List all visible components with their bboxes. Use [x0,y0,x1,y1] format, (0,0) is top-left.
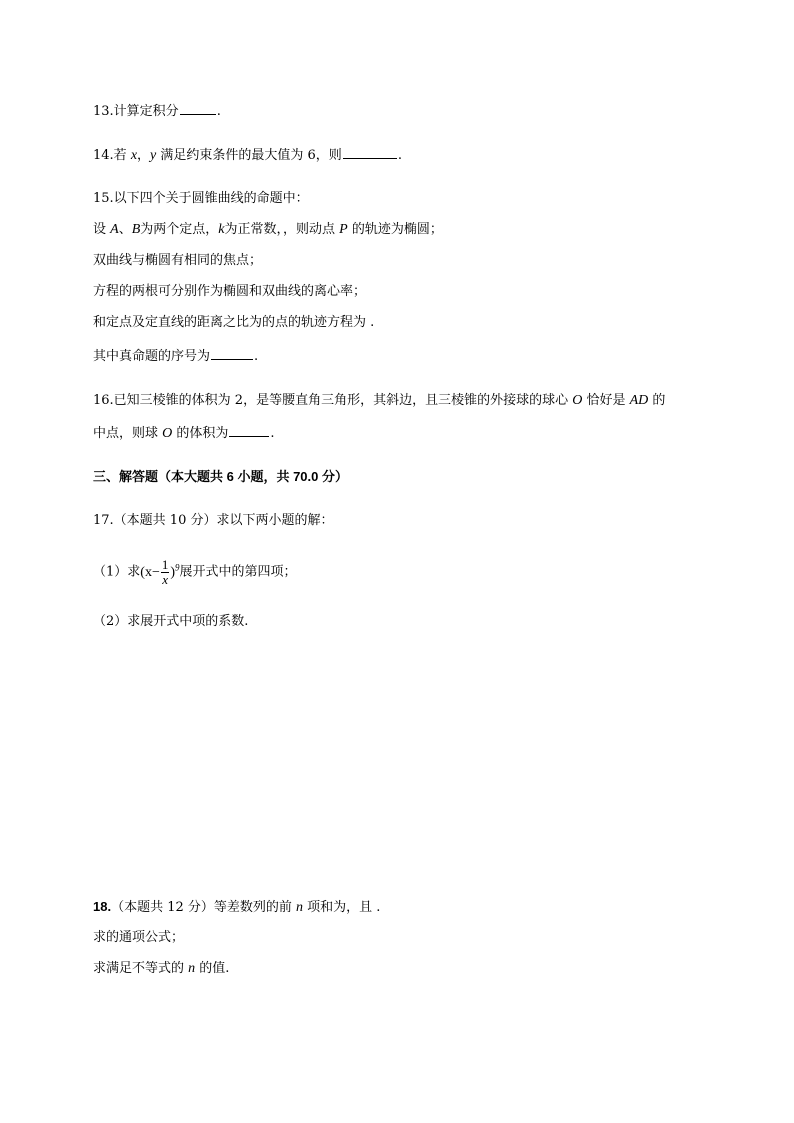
math-expression: (x− $\frac{1}{x}$ )$^9$ [140,556,180,587]
question-15-intro: 15.以下四个关于圆锥曲线的命题中： [93,191,309,206]
question-18-intro: 18.（本题共 12 分）等差数列的前 n 项和为，且 . [93,899,381,915]
question-18-part-1: 求的通项公式； [93,930,185,945]
section-heading: 三、解答题（本大题共 6 小题，共 70.0 分） [93,469,348,484]
question-16-line-1: 16.已知三棱锥的体积为 2，是等腰直角三角形，其斜边，且三棱锥的外接球的球心 O 恰好是 AD 的 [93,393,666,408]
question-16-line-2: 中点，则球 O 的体积为 . [93,423,275,443]
question-18-part-2: 求满足不等式的 n 的值. [93,961,230,976]
question-14: 14.若 x，y 满足约束条件的最大值为 6，则 . [93,145,402,165]
question-15-proposition-2: 双曲线与椭圆有相同的焦点； [93,253,263,268]
question-17-intro: 17.（本题共 10 分）求以下两小题的解： [93,513,334,528]
question-15-proposition-1: 设 A、B为两个定点，k为正常数，，则动点 P 的轨迹为椭圆； [93,222,443,237]
question-15-proposition-4: 和定点及定直线的距离之比为的点的轨迹方程为 . [93,315,375,330]
question-15-conclusion: 其中真命题的序号为 . [93,346,258,366]
answer-blank-15 [211,346,253,360]
question-13-text: 13.计算定积分 [93,104,179,119]
answer-blank-13 [180,101,216,115]
question-17-part-1: （1）求(x− $\frac{1}{x}$ )$^9$展开式中的第四项； [93,556,297,587]
fraction: $\frac{1}{x}$ [161,556,169,587]
answer-blank-14 [343,145,397,159]
answer-blank-16 [229,423,269,437]
question-13: 13.计算定积分 . [93,101,221,121]
question-15-proposition-3: 方程的两根可分别作为椭圆和双曲线的离心率； [93,284,367,299]
question-17-part-2: （2）求展开式中项的系数. [93,614,249,629]
